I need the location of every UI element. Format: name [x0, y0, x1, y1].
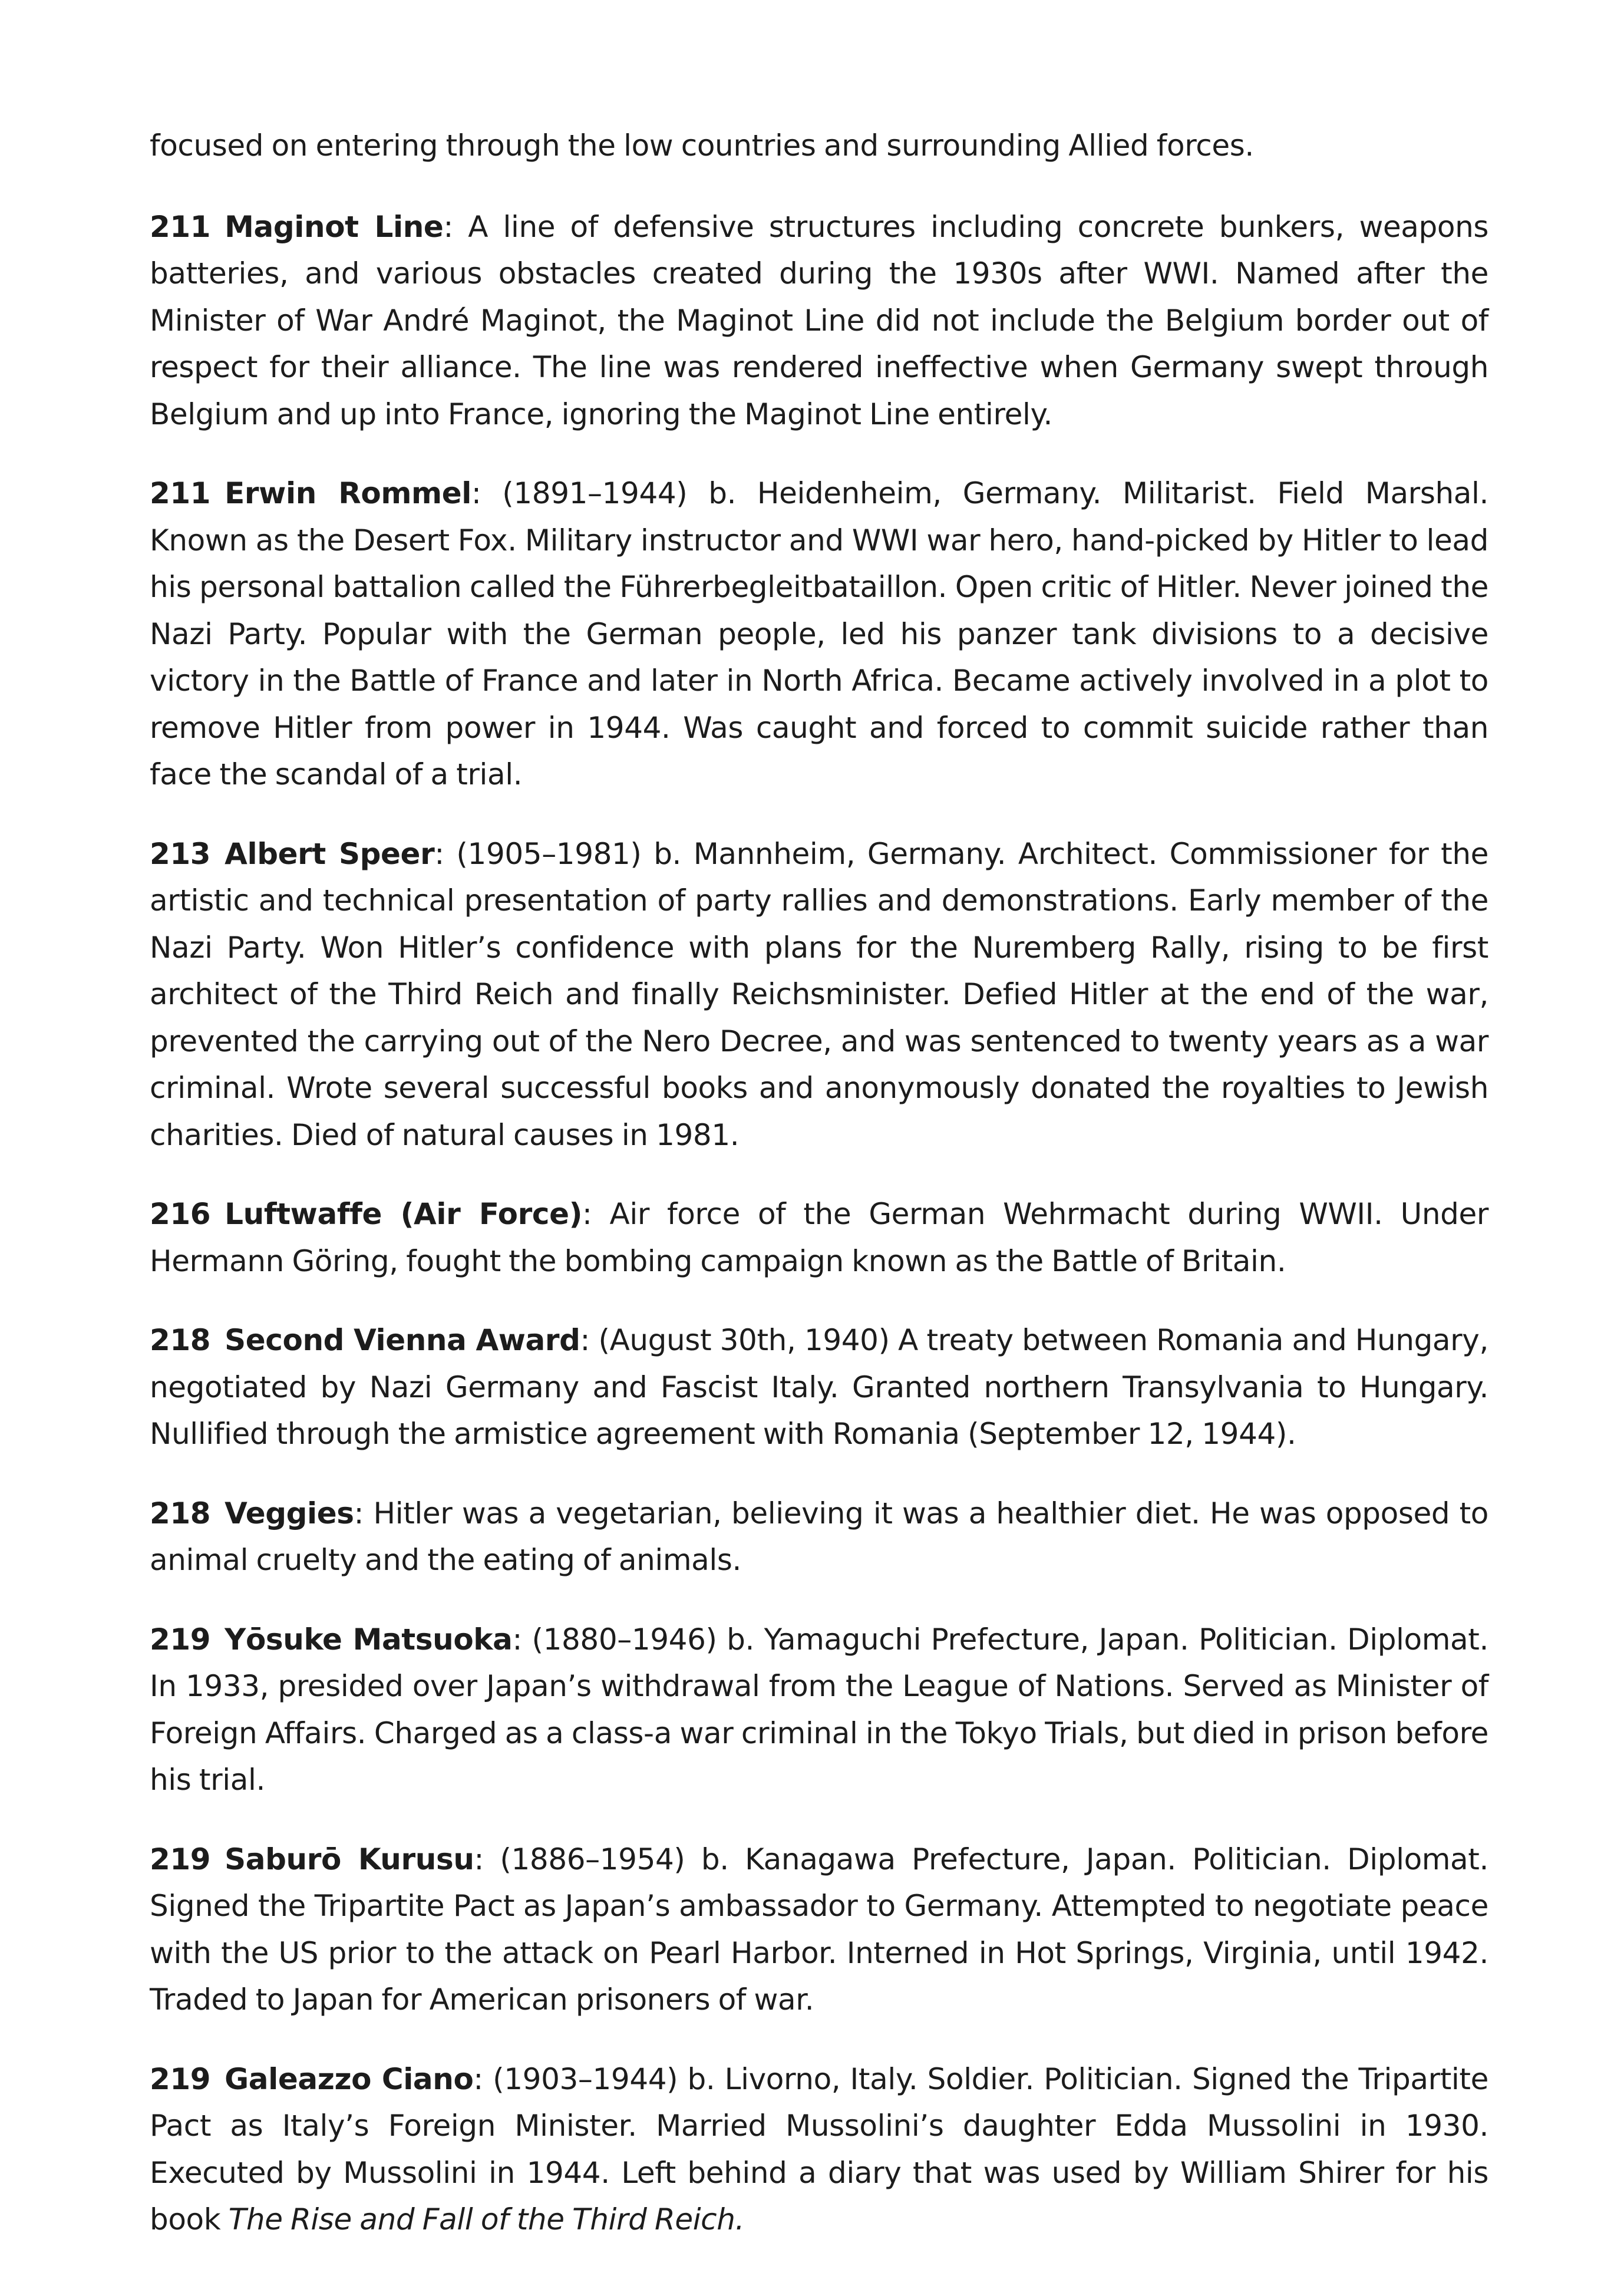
- entry-second-vienna-award: [150, 1317, 1488, 1458]
- entry-term: Maginot Line: [225, 209, 444, 244]
- entry-text: : Air force of the German Wehrmacht during WWII. Under Hermann Göring, fought the bombing campaign known as the Battle of Britain.: [150, 1197, 1488, 1278]
- glossary-page: [150, 123, 1488, 2276]
- entry-term: Second Vienna Award: [225, 1323, 580, 1357]
- entry-text: : (1905–1981) b. Mannheim, Germany. Architect. Commissioner for the artistic and technical presentation of party rallies and demonstrations. Early member of the Nazi Party. Won Hitler’s confidence with plans for the Nuremberg Rally, rising to be first architect of the Third Reich and finally Reichsminister. Defied Hitler at the end of the war, prevented the carrying out of the Nero Decree, and was sentenced to twenty years as a war criminal. Wrote several successful books and anonymously donated the royalties to Jewish charities. Died of natural causes in 1981.: [150, 836, 1488, 1152]
- entry-term: Erwin Rommel: [225, 476, 471, 510]
- entry-text: : (1880–1946) b. Yamaguchi Prefecture, Japan. Politician. Diplomat. In 1933, presided over Japan’s withdrawal from the League of Nations. Served as Minister of Foreign Affairs. Charged as a class-a war criminal in the Tokyo Trials, but died in prison before his trial.: [150, 1622, 1488, 1797]
- entry-maginot-line: [150, 204, 1488, 438]
- entry-text: : (1891–1944) b. Heidenheim, Germany. Militarist. Field Marshal. Known as the Desert Fox. Military instructor and WWI war hero, hand-picked by Hitler to lead his personal battalion called the Führerbegleitbataillon. Open critic of Hitler. Never joined the Nazi Party. Popular with the German people, led his panzer tank divisions to a decisive victory in the Battle of France and later in North Africa. Became actively involved in a plot to remove Hitler from power in 1944. Was caught and forced to commit suicide rather than face the scandal of a trial.: [150, 476, 1489, 791]
- entry-term: Saburō Kurusu: [225, 1842, 474, 1876]
- entry-erwin-rommel: [150, 470, 1488, 799]
- entry-text: : (1903–1944) b. Livorno, Italy. Soldier. Politician. Signed the Tripartite Pact as Italy’s Foreign Minister. Married Mussolini’s daughter Edda Mussolini in 1930. Executed by Mussolini in 1944. Left behind a diary that was used by William Shirer for his book: [150, 2061, 1488, 2237]
- book-title: The Rise and Fall of the Third Reich.: [228, 2202, 745, 2237]
- entry-term: Veggies: [225, 1496, 354, 1530]
- entry-galeazzo-ciano: [150, 2056, 1488, 2244]
- entry-veggies: [150, 1490, 1488, 1584]
- entry-page-number: 219: [150, 1622, 211, 1657]
- entry-text: : A line of defensive structures including concrete bunkers, weapons batteries, and various obstacles created during the 1930s after WWI. Named after the Minister of War André Maginot, the Maginot Line did not include the Belgium border out of respect for their alliance. The line was rendered ineffective when Germany swept through Belgium and up into France, ignoring the Maginot Line entirely.: [150, 209, 1489, 431]
- entry-text: : (August 30th, 1940) A treaty between Romania and Hungary, negotiated by Nazi Germany and Fascist Italy. Granted northern Transylvania to Hungary. Nullified through the armistice agreement with Romania (September 12, 1944).: [150, 1323, 1488, 1451]
- entry-term: Albert Speer: [225, 836, 435, 871]
- entry-page-number: 219: [150, 2061, 211, 2096]
- entry-page-number: 216: [150, 1197, 211, 1231]
- entry-page-number: 211: [150, 209, 211, 244]
- intro-paragraph: focused on entering through the low countries and surrounding Allied forces.: [150, 128, 1254, 163]
- entry-term: Luftwaffe (Air Force): [225, 1197, 583, 1231]
- entry-page-number: 219: [150, 1842, 211, 1876]
- entry-saburo-kurusu: [150, 1836, 1488, 2024]
- entry-term: Yōsuke Matsuoka: [225, 1622, 513, 1657]
- entry-page-number: 218: [150, 1323, 211, 1357]
- entry-text: : Hitler was a vegetarian, believing it was a healthier diet. He was opposed to animal cruelty and the eating of animals.: [150, 1496, 1488, 1577]
- entry-text: : (1886–1954) b. Kanagawa Prefecture, Japan. Politician. Diplomat. Signed the Tripartite Pact as Japan’s ambassador to Germany. Attempted to negotiate peace with the US prior to the attack on Pearl Harbor. Interned in Hot Springs, Virginia, until 1942. Traded to Japan for American prisoners of war.: [150, 1842, 1488, 2017]
- entry-page-number: 218: [150, 1496, 211, 1530]
- entry-page-number: 213: [150, 836, 211, 871]
- entry-luftwaffe: [150, 1191, 1488, 1285]
- entry-albert-speer: [150, 831, 1488, 1159]
- entry-yosuke-matsuoka: [150, 1617, 1488, 1804]
- entry-page-number: 211: [150, 476, 211, 510]
- entry-term: Galeazzo Ciano: [225, 2061, 474, 2096]
